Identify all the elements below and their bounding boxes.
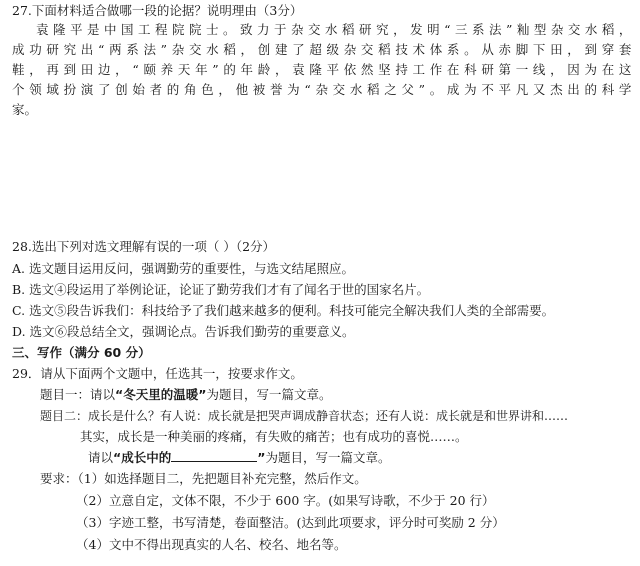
- q27-para-line-2: 成功研究出“两系法”杂交水稻，创建了超级杂交稻技术体系。从赤脚下田，到穿套: [12, 42, 632, 57]
- q29-requirement-2: （2）立意自定，文体不限，不少于 600 字。(如果写诗歌，不少于 20 行）: [76, 493, 495, 508]
- q29-requirement-3: （3）字迹工整，书写清楚，卷面整洁。(达到此项要求，评分时可奖励 2 分）: [76, 515, 505, 530]
- topic-2-fill-blank: [171, 449, 257, 462]
- q29-requirement-4: （4）文中不得出现真实的人名、校名、地名等。: [76, 537, 347, 552]
- q29-topic-1: [40, 386, 331, 404]
- q27-para-line-4: 个领域扮演了创始者的角色，他被誉为“杂交水稻之父”。成为不平凡又杰出的科学: [12, 82, 632, 97]
- q29-topic-2-line-3: [88, 449, 390, 467]
- q27-para-line-1: 袁隆平是中国工程院院士。致力于杂交水稻研究，发明“三系法”籼型杂交水稻，: [36, 22, 632, 37]
- q27-para-line-5: 家。: [12, 102, 38, 117]
- topic-2-prefix: 请以: [88, 450, 114, 465]
- topic-1-prefix: 题目一：请以: [40, 387, 116, 402]
- q27-title: 27.下面材料适合做哪一段的论据？说明理由（3分）: [12, 3, 303, 18]
- q29-requirement-1: 要求：（1）如选择题目二，先把题目补充完整，然后作文。: [40, 471, 367, 486]
- q29-title: 29．请从下面两个文题中，任选其一，按要求作文。: [12, 366, 303, 381]
- q29-topic-2-line-2: 其实，成长是一种美丽的疼痛，有失败的痛苦；也有成功的喜悦……。: [80, 429, 468, 444]
- topic-2-title-close: ”: [257, 450, 266, 465]
- q28-option-b: B. 选文④段运用了举例论证，论证了勤劳我们才有了闻名于世的国家名片。: [12, 282, 430, 297]
- topic-2-title-start: “成长中的: [113, 450, 172, 465]
- topic-2-suffix: 为题目，写一篇文章。: [265, 450, 391, 465]
- q28-option-a: A. 选文题目运用反问，强调勤劳的重要性，与选文结尾照应。: [12, 261, 354, 276]
- q27-para-line-3: 鞋，再到田边，“颐养天年”的年龄，袁隆平依然坚持工作在科研第一线，因为在这: [12, 62, 632, 77]
- q28-option-d: D. 选文⑥段总结全文，强调论点。告诉我们勤劳的重要意义。: [12, 324, 355, 339]
- topic-1-title: “冬天里的温暖”: [115, 387, 207, 402]
- q28-option-c: C. 选文⑤段告诉我们：科技给予了我们越来越多的便利。科技可能完全解决我们人类的全部需要。: [12, 303, 555, 318]
- q28-title: 28.选出下列对选文理解有误的一项（ ）（2分）: [12, 239, 276, 254]
- q29-topic-2-line-1: 题目二：成长是什么？有人说：成长就是把哭声调成静音状态；还有人说：成长就是和世界讲和……: [40, 409, 569, 423]
- section-3-title: 三、写作（满分 60 分）: [12, 345, 151, 360]
- topic-1-suffix: 为题目，写一篇文章。: [206, 387, 332, 402]
